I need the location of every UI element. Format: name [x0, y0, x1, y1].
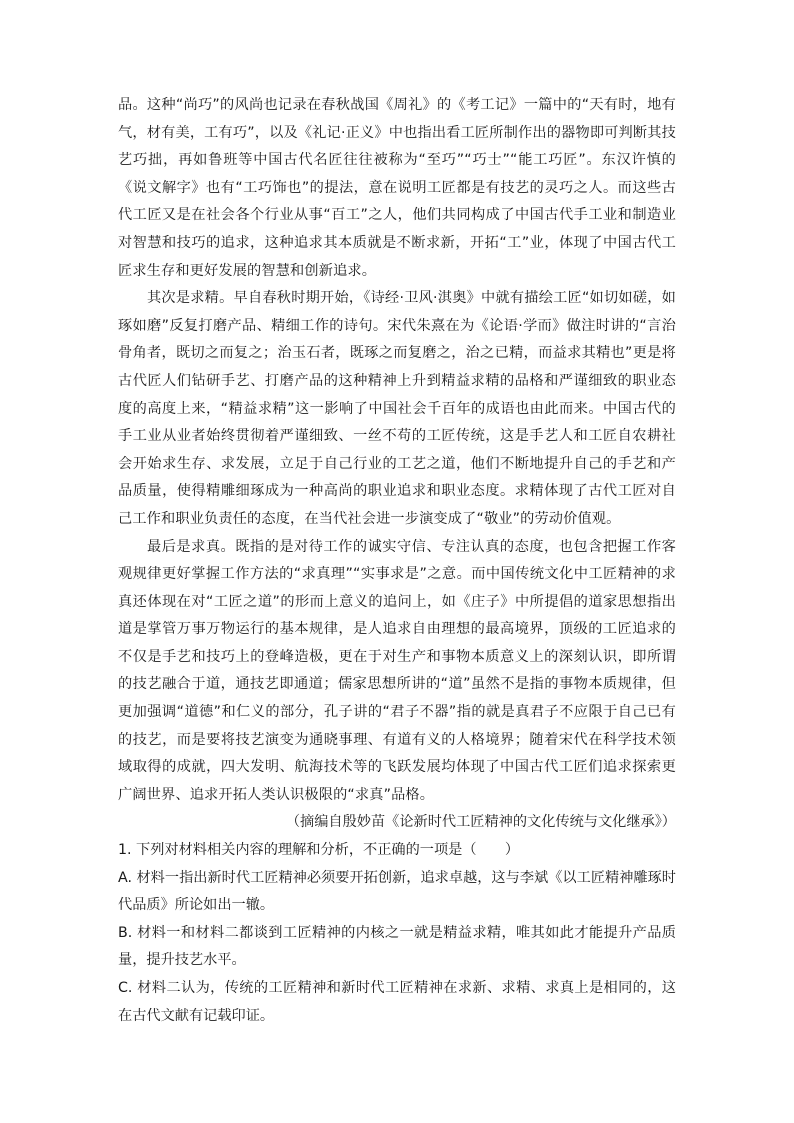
option-c: C. 材料二认为，传统的工匠精神和新时代工匠精神在求新、求精、求真上是相同的，这在古代文献有记载印证。: [118, 980, 676, 1024]
paragraph-seeking-truth: 最后是求真。既指的是对待工作的诚实守信、专注认真的态度，也包含把握工作客观规律更好掌握工作方法的“求真理”“实事求是”之意。而中国传统文化中工匠精神的求真还体现在对“工匠之道”的形而上意义的追问上，如《庄子》中所提倡的道家思想指出道是掌管万事万物运行的基本规律，是人追求自由理想的最高境界，顶级的工匠追求的不仅是手艺和技巧上的登峰造极，更在于对生产和事物本质意义上的深刻认识，即所谓的技艺融合于道，通技艺即通道；儒家思想所讲的“道”虽然不是指的事物本质规律，但更加强调“道德”和仁义的部分，孔子讲的“君子不器”指的就是真君子不应限于自己已有的技艺，而是要将技艺演变为通晓事理、有道有义的人格境界；随着宋代在科学技术领域取得的成就，四大发明、航海技术等的飞跃发展均体现了中国古代工匠们追求探索更广阔世界、追求开拓人类认识极限的“求真”品格。: [118, 538, 676, 803]
option-b: B. 材料一和材料二都谈到工匠精神的内核之一就是精益求精，唯其如此才能提升产品质量，提升技艺水平。: [118, 924, 676, 969]
paragraph-innovation-continued: 品。这种“尚巧”的风尚也记录在春秋战国《周礼》的《考工记》一篇中的“天有时，地有气，材有美，工有巧”，以及《礼记·正义》中也指出看工匠所制作出的器物即可判断其技艺巧拙，再如鲁班等中国古代名匠往往被称为“至巧”“巧士”“能工巧匠”。东汉许慎的《说文解字》也有“工巧饰也”的提法，意在说明工匠都是有技艺的灵巧之人。而这些古代工匠又是在社会各个行业从事“百工”之人，他们共同构成了中国古代手工业和制造业对智慧和技巧的追求，这种追求其本质就是不断求新，开拓“工”业，体现了中国古代工匠求生存和更好发展的智慧和创新追求。: [118, 97, 676, 279]
question-stem: 1. 下列对材料相关内容的理解和分析，不正确的一项是（ ）: [118, 842, 520, 859]
option-a: A. 材料一指出新时代工匠精神必须要开拓创新，追求卓越，这与李斌《以工匠精神雕琢时代品质》所论如出一辙。: [118, 869, 676, 914]
paragraph-seeking-precision: 其次是求精。早自春秋时期开始，《诗经·卫风·淇奥》中就有描绘工匠“如切如磋，如琢如磨”反复打磨产品、精细工作的诗句。宋代朱熹在为《论语·学而》做注时讲的“言治骨角者，既切之而复之；治玉石者，既琢之而复磨之，治之已精，而益求其精也”更是将古代匠人们钻研手艺、打磨产品的这种精神上升到精益求精的品格和严谨细致的职业态度的高度上来，“精益求精”这一影响了中国社会千百年的成语也由此而来。中国古代的手工业从业者始终贯彻着严谨细致、一丝不苟的工匠传统，这是手艺人和工匠自农耕社会开始求生存、求发展，立足于自己行业的工艺之道，他们不断地提升自己的手艺和产品质量，使得精雕细琢成为一种高尚的职业追求和职业态度。求精体现了古代工匠对自己工作和职业负责任的态度，在当代社会进一步演变成了“敬业”的劳动价值观。: [118, 290, 676, 527]
source-citation: （摘编自殷妙苗《论新时代工匠精神的文化传统与文化继承》）: [285, 814, 676, 831]
document-page: [118, 92, 676, 1030]
